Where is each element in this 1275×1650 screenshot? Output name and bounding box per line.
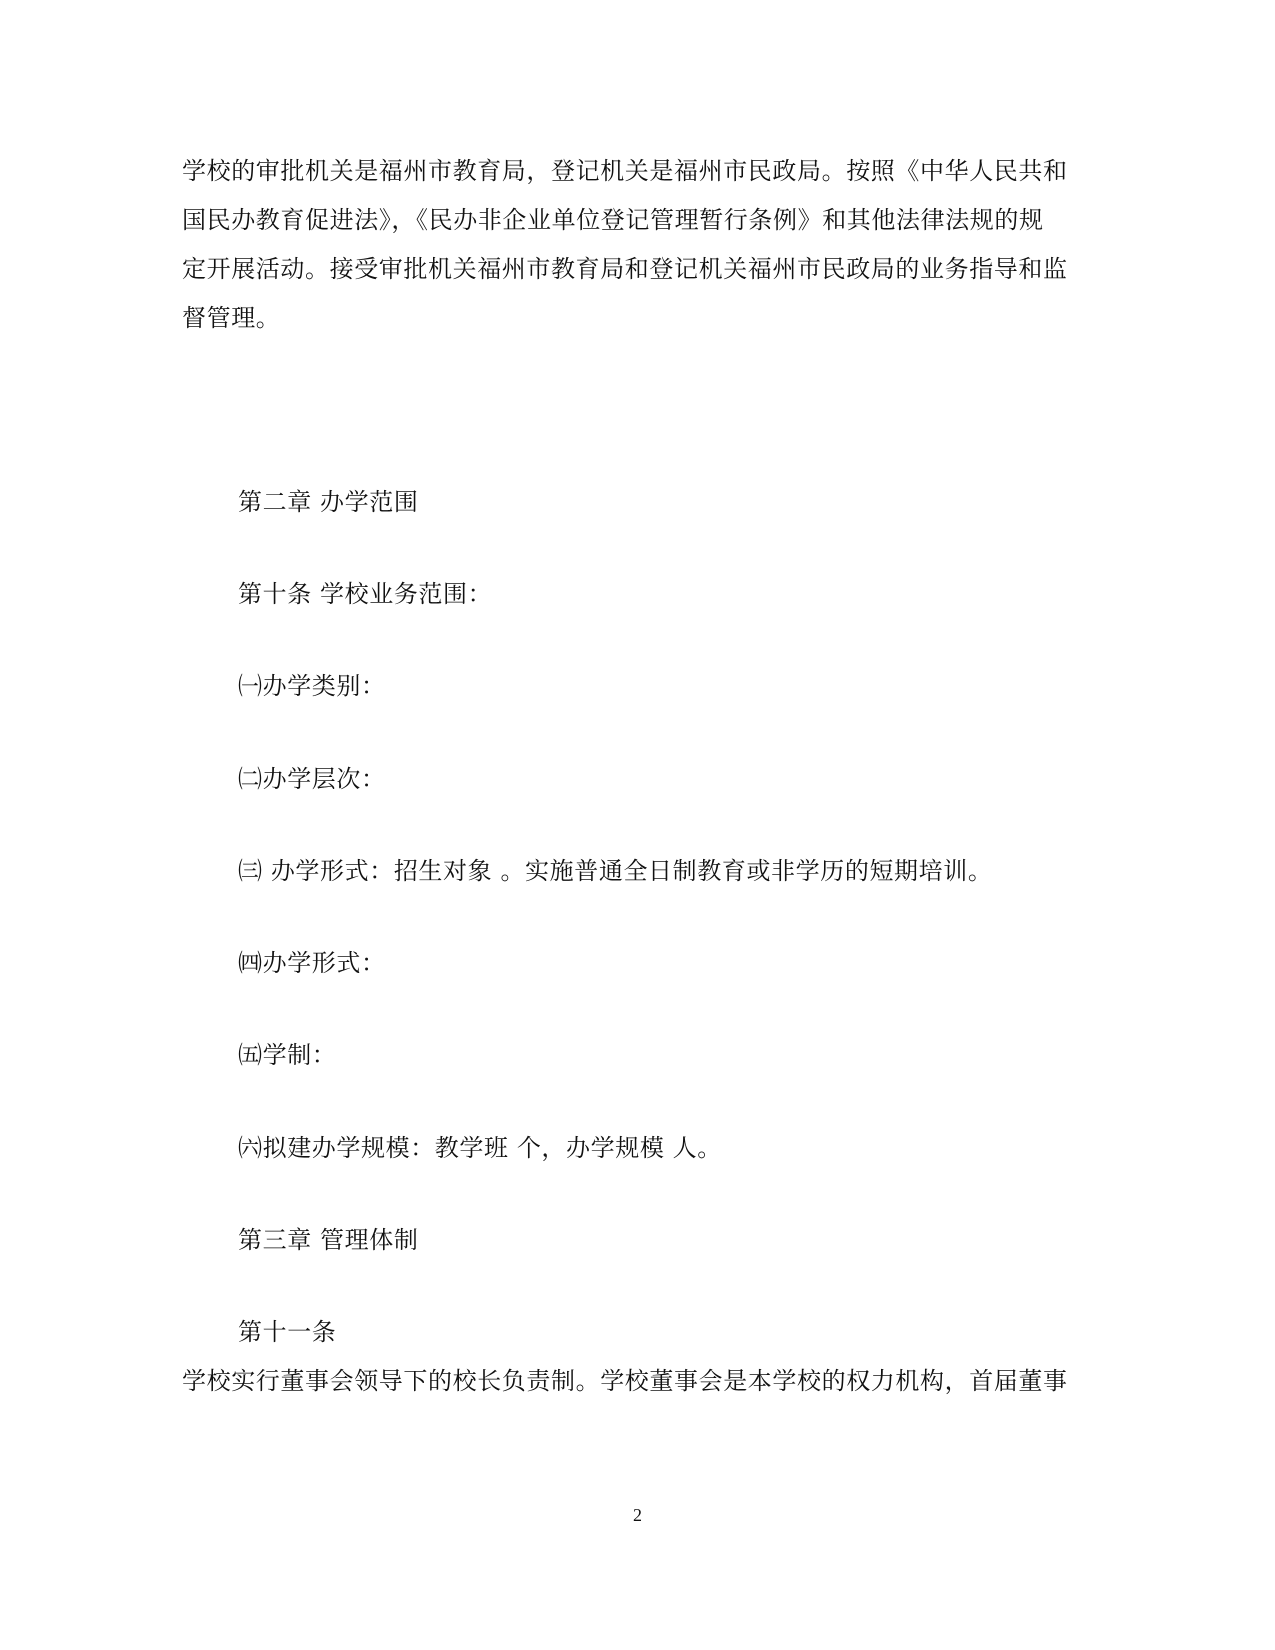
page-number: 2	[633, 1505, 642, 1525]
list-item: ㈠办学类别：	[238, 672, 386, 700]
list-item: ㈥拟建办学规模：教学班 个，办学规模 人。	[238, 1134, 722, 1162]
body-text-line: 学校的审批机关是福州市教育局，登记机关是福州市民政局。按照《中华人民共和	[182, 157, 1068, 185]
body-text-line: 定开展活动。接受审批机关福州市教育局和登记机关福州市民政局的业务指导和监	[182, 255, 1068, 283]
article-heading: 第十条 学校业务范围：	[238, 580, 493, 608]
list-item: ㈢ 办学形式：招生对象 。实施普通全日制教育或非学历的短期培训。	[238, 857, 993, 885]
list-item: ㈡办学层次：	[238, 765, 386, 793]
article-heading: 第十一条	[238, 1318, 337, 1346]
chapter-heading: 第三章 管理体制	[238, 1226, 419, 1254]
chapter-heading: 第二章 办学范围	[238, 488, 419, 516]
list-item: ㈤学制：	[238, 1041, 337, 1069]
body-text-line: 督管理。	[182, 304, 281, 332]
body-text-line: 学校实行董事会领导下的校长负责制。学校董事会是本学校的权力机构，首届董事	[182, 1367, 1068, 1395]
list-item: ㈣办学形式：	[238, 949, 386, 977]
body-text-line: 国民办教育促进法》，《民办非企业单位登记管理暂行条例》和其他法律法规的规	[182, 206, 1044, 234]
